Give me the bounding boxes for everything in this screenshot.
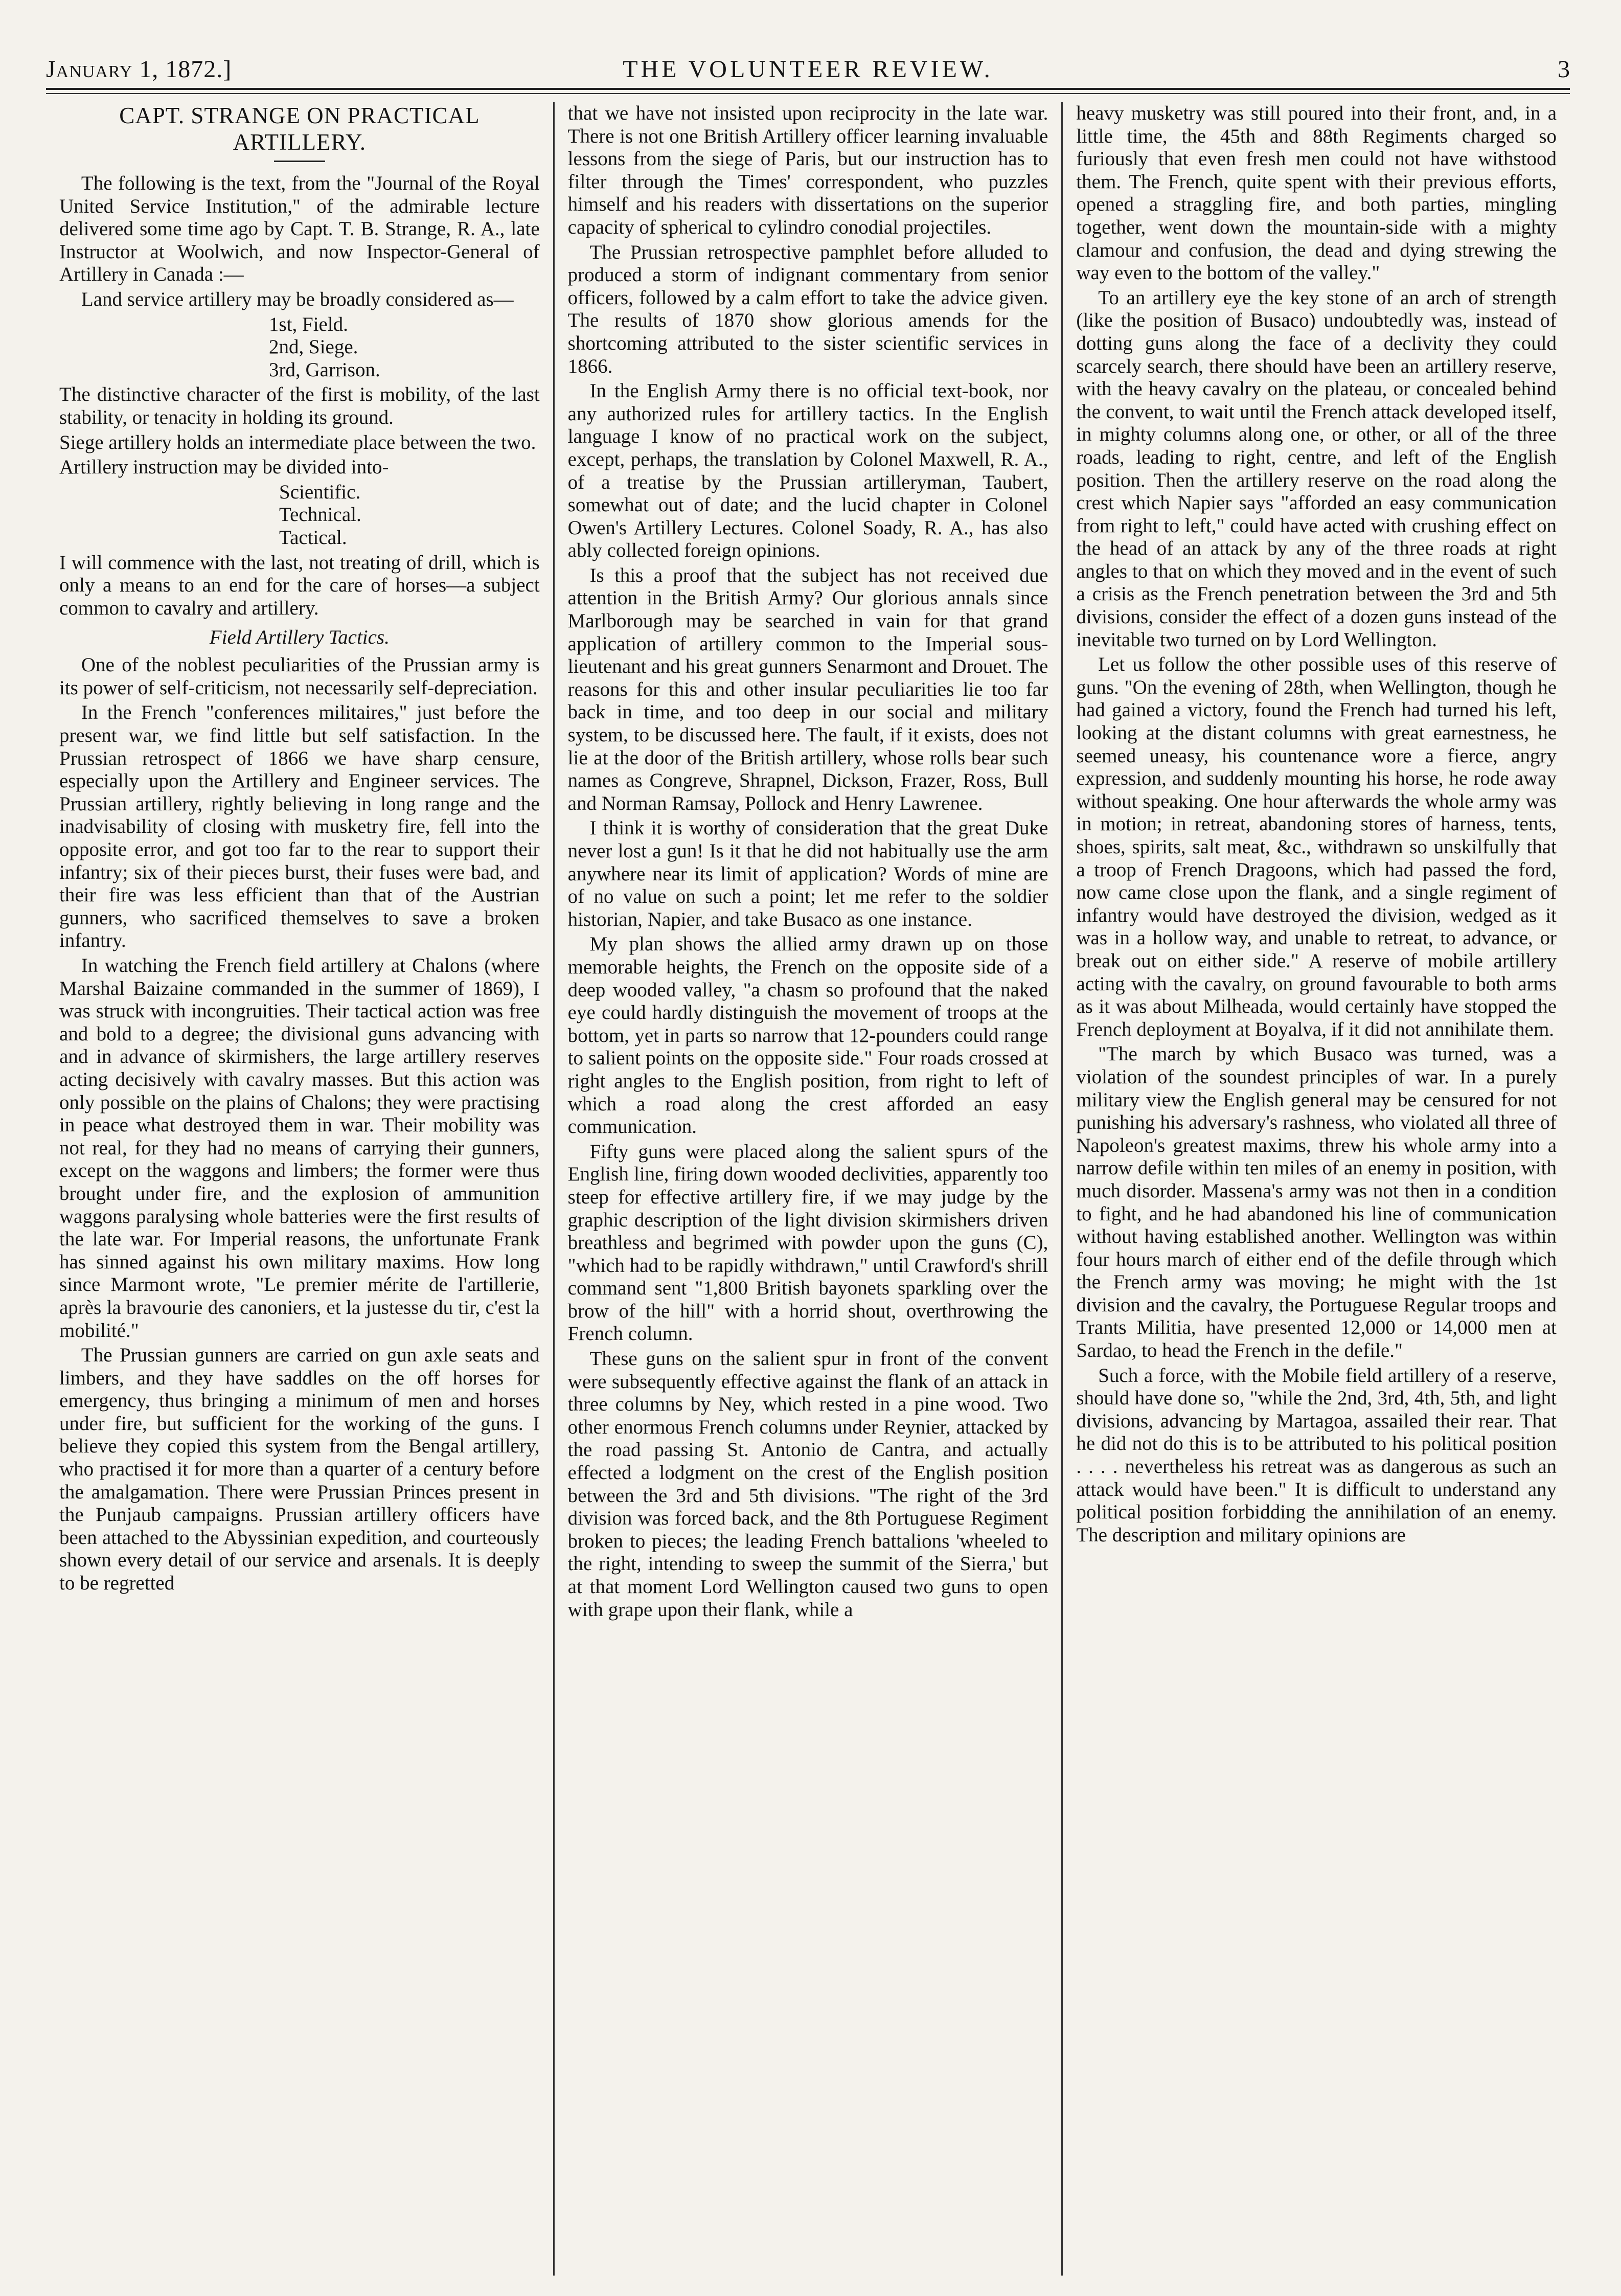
list-item: Tactical. [279, 526, 347, 549]
paragraph: To an artillery eye the key stone of an arch of strength (like the position of Busaco) undoubtedly was, instead of dotting guns along the face of a declivity they could scarcely search, there should have been an artillery reserve, with the heavy cavalry on the plateau, or concealed behind the convent, to wait until the French attack developed itself, in mighty columns along one, or other, or all of the three roads, leading to right, centre, and left of the English position. Then the artillery reserve on the road along the crest which Napier says "afforded an easy communication from right to left," could have acted with crushing effect on the head of an attack by any of the three roads at right angles to that on which they moved and in the event of such a crisis as the French penetration between the 3rd and 5th divisions, consider the effect of a dozen guns instead of the inevitable two turned on by Lord Wellington. [1076, 286, 1557, 651]
paragraph: heavy musketry was still poured into their front, and, in a little time, the 45th and 88th Regiments charged so furiously that even fresh men could not have withstood them. The French, quite spent with their previous efforts, opened a straggling fire, and both parties, mingling together, went down the mountain-side with a mighty clamour and confusion, the dead and dying strewing the way even to the bottom of the valley." [1076, 102, 1557, 284]
article-title: CAPT. STRANGE ON PRACTICAL ARTILLERY. [119, 103, 480, 155]
section-heading: Field Artillery Tactics. [209, 626, 390, 649]
paragraph: In watching the French field artillery at Chalons (where Marshal Baizaine commanded in the summer of 1869), I was struck with incongruities. Their tactical action was free and bold to a degree; the divisional guns advancing with and in advance of skirmishers, the large artillery reserves acting decisively with cavalry masses. But this action was only possible on the plains of Chalons; they were practising in peace what destroyed them in war. Their mobility was not real, for they had no means of carrying their gunners, except on the waggons and limbers; the former were thus brought under fire, and the explosion of ammunition waggons paralysing whole batteries were the first results of the late war. For Imperial reasons, the unfortunate Frank has sinned against his own military maxims. How long since Marmont wrote, "Le premier mérite de l'artillerie, après la bravourie des canoniers, et la justesse du tir, c'est la mobilité." [59, 954, 540, 1342]
paragraph: Fifty guns were placed along the salient spurs of the English line, firing down wooded declivities, apparently too steep for effective artillery fire, if we may judge by the graphic description of the light division skirmishers driven breathless and begrimed with powder upon the guns (C), "which had to be rapidly withdrawn," until Crawford's shrill command sent "1,800 British bayonets sparkling over the brow of the hill" with a horrid shout, overthrowing the French column. [567, 1140, 1048, 1345]
list-item: 2nd, Siege. [269, 336, 358, 358]
title-rule [274, 161, 325, 162]
paragraph: In the English Army there is no official text-book, nor any authorized rules for artillery tactics. In the English language I know of no practical work on the subject, except, perhaps, the translation by Colonel Maxwell, R. A., of a treatise by the Prussian artilleryman, Taubert, somewhat out of date; and the lucid chapter in Colonel Owen's Artillery Lectures. Colonel Soady, R. A., has also ably collected foreign opinions. [567, 380, 1048, 562]
masthead [46, 51, 1570, 90]
article-columns [46, 102, 1570, 2276]
paragraph: The Prussian gunners are carried on gun axle seats and limbers, and they have saddles on the off horses for emergency, thus bringing a minimum of men and horses under fire, but sufficient for the working of the guns. I believe they copied this system from the Bengal artillery, who practised it for more than a quarter of a century before the amalgamation. There were Prussian Princes present in the Punjaub campaigns. Prussian artillery officers have been attached to the Abyssinian expedition, and courteously shown every detail of our service and arsenals. It is deeply to be regretted [59, 1344, 540, 1595]
paragraph: The Prussian retrospective pamphlet before alluded to produced a storm of indignant commentary from senior officers, followed by a calm effort to take the advice given. The results of 1870 show glorious amends for the shortcoming attributed to the sister scientific services in 1866. [567, 241, 1048, 377]
paragraph: In the French "conferences militaires," just before the present war, we find little but self satisfaction. In the Prussian retrospect of 1866 we have sharp censure, especially upon the Artillery and Engineer services. The Prussian artillery, rightly believing in long range and the inadvisability of closing with musketry fire, fell into the opposite error, and got too far to the rear to support their infantry; six of their pieces burst, their fuses were bad, and their fire was less efficient than that of the Austrian gunners, who sacrificed themselves to save a broken infantry. [59, 701, 540, 952]
page-number: 3 [1558, 56, 1570, 83]
publication-title: THE VOLUNTEER REVIEW. [623, 56, 993, 83]
column-2 [553, 102, 1062, 2276]
paragraph: Let us follow the other possible uses of this reserve of guns. "On the evening of 28th, when Wellington, though he had gained a victory, found the French had turned his left, looking at the distant columns with great earnestness, he seemed uneasy, his countenance wore a fierce, angry expression, and suddenly mounting his horse, he rode away without speaking. One hour afterwards the whole army was in motion; in retreat, abandoning stores of harness, tents, shoes, spirits, salt meat, &c., withdrawn so unskilfully that a troop of French Dragoons, which had passed the ford, now came close upon the flank, and a single regiment of infantry would have destroyed the division, wedged as it was in a hollow way, and unable to retreat, to advance, or break out on either side." A reserve of mobile artillery acting with the cavalry, on ground favourable to both arms as it was about Milheada, would certainly have stopped the French deployment at Boyalva, if it did not annihilate them. [1076, 653, 1557, 1040]
paragraph: "The march by which Busaco was turned, was a violation of the soundest principles of war. In a purely military view the English general may be censured for not punishing his adversary's rashness, who violated all three of Napoleon's greatest maxims, threw his whole army into a narrow defile within ten miles of an enemy in position, with much disorder. Massena's army was not then in a condition to fight, and he had abandoned his line of communication without having established another. Wellington was within four hours march of either end of the defile through which the French army was moving; he might with the 1st division and the cavalry, the Portuguese Regular troops and Trants Militia, have presented 12,000 or 14,000 men at Sardao, to head the French in the defile." [1076, 1043, 1557, 1362]
artillery-types-list [59, 313, 540, 382]
list-item: Technical. [279, 504, 361, 526]
paragraph: I think it is worthy of consideration that the great Duke never lost a gun! Is it that he did not habitually use the arm anywhere near its limit of application? Words of mine are of no value on such a point; let me refer to the soldier historian, Napier, and take Busaco as one instance. [567, 817, 1048, 930]
issue-date: January 1, 1872.] [46, 56, 232, 83]
paragraph: The distinctive character of the first is mobility, of the last stability, or tenacity in holding its ground. [59, 383, 540, 428]
list-item: Scientific. [279, 481, 361, 503]
paragraph: Land service artillery may be broadly considered as— [81, 288, 514, 310]
masthead-rule [46, 93, 1570, 94]
paragraph: Such a force, with the Mobile field artillery of a reserve, should have done so, "while the 2nd, 3rd, 4th, 5th, and light divisions, advancing by Martagoa, assailed their rear. That he did not do this is to be attributed to his political position . . . . nevertheless his retreat was as dangerous as such an attack would have been." It is difficult to understand any political position forbidding the annihilation of an enemy. The description and military opinions are [1076, 1364, 1557, 1546]
paragraph: One of the noblest peculiarities of the Prussian army is its power of self-criticism, not necessarily self-depreciation. [59, 654, 540, 699]
paragraph: Artillery instruction may be divided into- [59, 456, 389, 479]
paragraph: Is this a proof that the subject has not received due attention in the British Army? Our glorious annals since Marlborough may be searched in vain for that grand application of artillery common to the Imperial sous-lieutenant and his great gunners Senarmont and Drouet. The reasons for this and other insular peculiarities lie too far back in time, and too deep in our social and military system, to be discussed here. The fault, if it exists, does not lie at the door of the British artillery, whose rolls bear such names as Congreve, Shrapnel, Dickson, Frazer, Ross, Bull and Norman Ramsay, Pollock and Henry Lawrenee. [567, 564, 1048, 814]
list-item: 3rd, Garrison. [269, 358, 380, 381]
paragraph: that we have not insisted upon reciprocity in the late war. There is not one British Artillery officer learning invaluable lessons from the siege of Paris, but our instruction has to filter through the Times' correspondent, who puzzles himself and his readers with dissertations on the superior capacity of spherical to cylindro conodial projectiles. [567, 102, 1048, 238]
column-1 [46, 102, 553, 2276]
paragraph: The following is the text, from the "Journal of the Royal United Service Institution," of the admirable lecture delivered some time ago by Capt. T. B. Strange, R. A., late Instructor at Woolwich, and now Inspector-General of Artillery in Canada :— [59, 172, 540, 286]
list-item: 1st, Field. [269, 313, 348, 335]
paragraph: My plan shows the allied army drawn up on those memorable heights, the French on the opposite side of a deep wooded valley, "a chasm so profound that the naked eye could hardly distinguish the movement of troops at the bottom, yet in parts so narrow that 12-pounders could range to salient points on the opposite side." Four roads crossed at right angles to the English position, from right to left of which a road along the crest afforded an easy communication. [567, 933, 1048, 1138]
instruction-types-list [59, 481, 540, 550]
column-3 [1061, 102, 1570, 2276]
paragraph: These guns on the salient spur in front of the convent were subsequently effective against the flank of an attack in three columns by Ney, which rested in a pine wood. Two other enormous French columns under Reynier, attacked by the road passing St. Antonio de Cantra, and actually effected a lodgment on the crest of the English position between the 3rd and 5th divisions. "The right of the 3rd division was forced back, and the 8th Portuguese Regiment broken to pieces; the leading French battalions 'wheeled to the right, intending to sweep the summit of the Sierra,' but at that moment Lord Wellington caused two guns to open with grape upon their flank, while a [567, 1348, 1048, 1621]
paragraph: Siege artillery holds an intermediate place between the two. [59, 431, 536, 453]
paragraph: I will commence with the last, not treating of drill, which is only a means to an end for the care of horses—a subject common to cavalry and artillery. [59, 551, 540, 619]
